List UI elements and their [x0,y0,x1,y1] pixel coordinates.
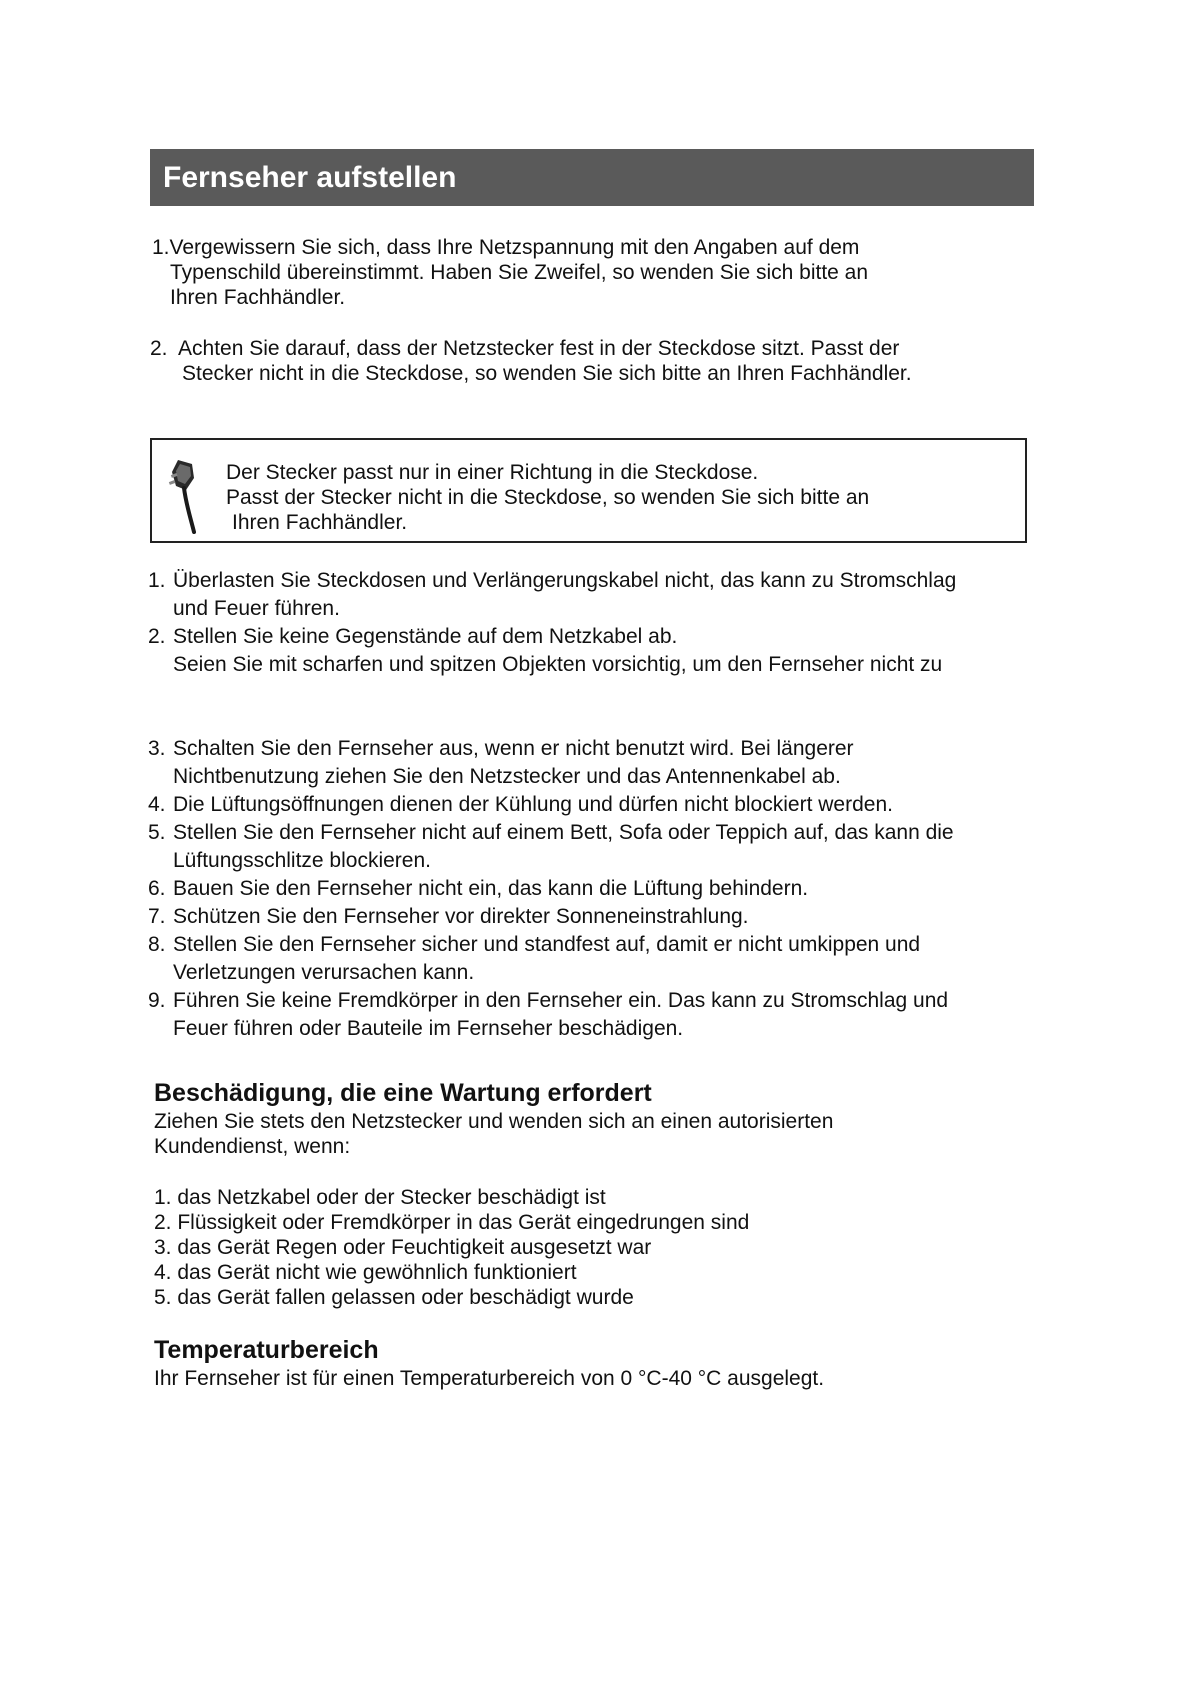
safety-item-5-number: 5. [148,821,166,844]
notice-line-2: Passt der Stecker nicht in die Steckdose, so wenden Sie sich bitte an [226,486,870,509]
intro-item-2-line-1: 2. Achten Sie darauf, dass der Netzstecker fest in der Steckdose sitzt. Passt der [150,337,900,360]
intro-item-1-line-3: Ihren Fachhändler. [170,286,346,309]
notice-line-1: Der Stecker passt nur in einer Richtung in die Steckdose. [226,461,759,484]
plug-icon [164,454,204,534]
safety-item-4-number: 4. [148,793,166,816]
intro-item-1-line-1: 1.Vergewissern Sie sich, dass Ihre Netzspannung mit den Angaben auf dem [152,236,860,259]
safety-item-4-line-1: Die Lüftungsöffnungen dienen der Kühlung und dürfen nicht blockiert werden. [173,793,893,816]
safety-item-3-line-2: Nichtbenutzung ziehen Sie den Netzstecker und das Antennenkabel ab. [173,765,841,788]
safety-item-8-line-2: Verletzungen verursachen kann. [173,961,475,984]
safety-item-7-number: 7. [148,905,166,928]
safety-item-8-line-1: Stellen Sie den Fernseher sicher und standfest auf, damit er nicht umkippen und [173,933,921,956]
damage-item-3: 3. das Gerät Regen oder Feuchtigkeit ausgesetzt war [154,1236,652,1259]
damage-intro-line-2: Kundendienst, wenn: [154,1135,351,1158]
intro-item-1-line-2: Typenschild übereinstimmt. Haben Sie Zweifel, so wenden Sie sich bitte an [170,261,869,284]
temperature-section-heading: Temperaturbereich [154,1336,379,1364]
page-title: Fernseher aufstellen [163,161,457,194]
notice-line-3: Ihren Fachhändler. [232,511,408,534]
damage-item-4: 4. das Gerät nicht wie gewöhnlich funktioniert [154,1261,577,1284]
damage-item-1: 1. das Netzkabel oder der Stecker beschädigt ist [154,1186,606,1209]
temperature-text: Ihr Fernseher ist für einen Temperaturbereich von 0 °C-40 °C ausgelegt. [154,1367,825,1390]
safety-item-1-number: 1. [148,569,166,592]
safety-item-1-line-1: Überlasten Sie Steckdosen und Verlängerungskabel nicht, das kann zu Stromschlag [173,569,957,592]
safety-item-2-line-1: Stellen Sie keine Gegenstände auf dem Netzkabel ab. [173,625,678,648]
safety-item-5-line-1: Stellen Sie den Fernseher nicht auf einem Bett, Sofa oder Teppich auf, das kann die [173,821,954,844]
damage-item-5: 5. das Gerät fallen gelassen oder beschädigt wurde [154,1286,634,1309]
safety-item-3-line-1: Schalten Sie den Fernseher aus, wenn er nicht benutzt wird. Bei längerer [173,737,854,760]
safety-item-9-number: 9. [148,989,166,1012]
title-banner [150,149,1034,206]
intro-item-2-line-2: Stecker nicht in die Steckdose, so wenden Sie sich bitte an Ihren Fachhändler. [182,362,912,385]
damage-intro-line-1: Ziehen Sie stets den Netzstecker und wenden sich an einen autorisierten [154,1110,834,1133]
safety-item-6-line-1: Bauen Sie den Fernseher nicht ein, das kann die Lüftung behindern. [173,877,809,900]
plug-notice-box [150,438,1027,543]
damage-section-heading: Beschädigung, die eine Wartung erfordert [154,1079,652,1107]
safety-item-5-line-2: Lüftungsschlitze blockieren. [173,849,431,872]
safety-item-6-number: 6. [148,877,166,900]
damage-item-2: 2. Flüssigkeit oder Fremdkörper in das Gerät eingedrungen sind [154,1211,750,1234]
safety-item-2-line-2: Seien Sie mit scharfen und spitzen Objekten vorsichtig, um den Fernseher nicht zu [173,653,943,676]
safety-item-2-number: 2. [148,625,166,648]
safety-item-3-number: 3. [148,737,166,760]
safety-item-9-line-1: Führen Sie keine Fremdkörper in den Fernseher ein. Das kann zu Stromschlag und [173,989,949,1012]
safety-item-1-line-2: und Feuer führen. [173,597,340,620]
safety-item-7-line-1: Schützen Sie den Fernseher vor direkter Sonneneinstrahlung. [173,905,749,928]
safety-item-8-number: 8. [148,933,166,956]
safety-item-9-line-2: Feuer führen oder Bauteile im Fernseher beschädigen. [173,1017,684,1040]
